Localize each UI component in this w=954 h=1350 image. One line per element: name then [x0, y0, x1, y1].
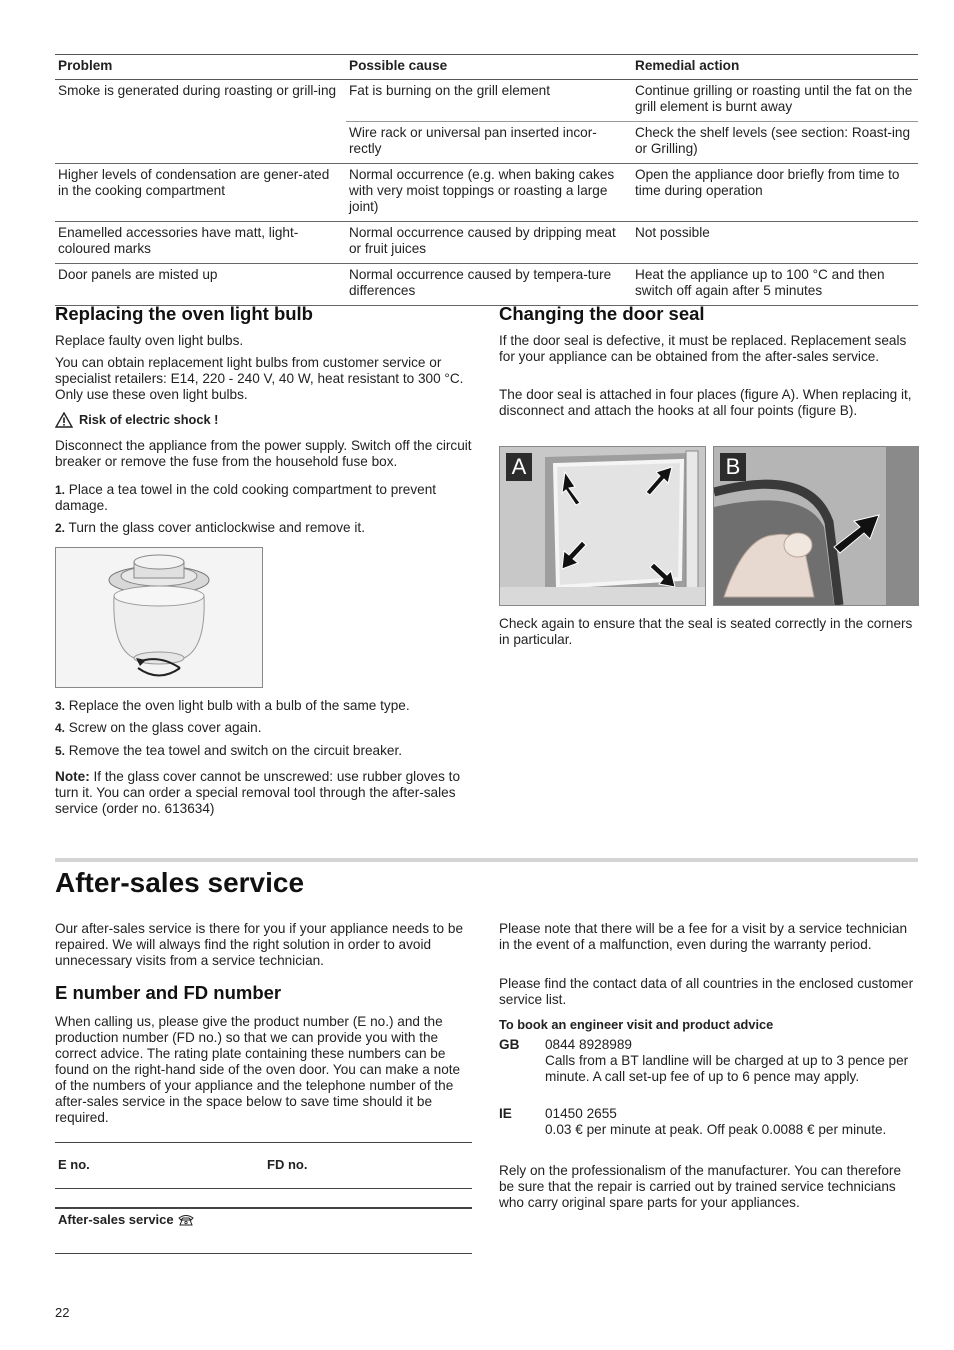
phone-number: 01450 2655	[545, 1106, 617, 1121]
figure-a-label: A	[506, 453, 532, 481]
cell-action: Open the appliance door briefly from time to time during operation	[632, 164, 918, 222]
step-text: Place a tea towel in the cold cooking compartment to prevent damage.	[55, 482, 437, 513]
phone-number: 0844 8928989	[545, 1037, 632, 1052]
table-row	[55, 222, 918, 264]
glass-cover-image	[56, 548, 262, 687]
seal-attachment: The door seal is attached in four places (figure A). When replacing it, disconnect and attach the hooks at all four points (figure B).	[499, 387, 912, 418]
enumber-section-title: E number and FD number	[55, 982, 282, 1003]
contact-gb	[499, 1037, 917, 1085]
bulb-intro: Replace faulty oven light bulbs.	[55, 333, 244, 348]
form-line	[55, 1253, 472, 1254]
form-line	[55, 1142, 472, 1143]
step-item	[55, 743, 473, 759]
step-number: 2.	[55, 521, 66, 535]
cell-cause: Wire rack or universal pan inserted incor-rectly	[346, 122, 632, 164]
warning-title: Risk of electric shock !	[79, 412, 219, 427]
column-header-cause: Possible cause	[346, 55, 632, 80]
step-number: 4.	[55, 721, 66, 735]
enumber-text: When calling us, please give the product number (E no.) and the production number (FD no.) so that we can provide you with the correct advice. The rating plate containing these numbers can be found on the right-hand side of the oven door. You can make a note of the numbers of your appliance and the telephone number of the after-sales service in the space below to save time should it be required.	[55, 1014, 461, 1125]
cell-cause: Normal occurrence caused by tempera-ture differences	[346, 264, 632, 306]
fd-number-label: FD no.	[267, 1157, 308, 1172]
step-number: 1.	[55, 483, 66, 497]
contact-ie	[499, 1106, 917, 1138]
service-phone-field	[58, 1212, 194, 1228]
country-code: IE	[499, 1106, 512, 1121]
table-row	[55, 80, 918, 122]
country-code: GB	[499, 1037, 520, 1052]
booking-title: To book an engineer visit and product advice	[499, 1017, 774, 1032]
figure-b-label: B	[720, 453, 746, 481]
closing-text: Rely on the professionalism of the manufacturer. You can therefore be sure that the repair is carried out by trained service technicians who carry original spare parts for your appliances.	[499, 1163, 902, 1210]
e-number-label: E no.	[58, 1157, 90, 1172]
warning-triangle-icon	[55, 412, 73, 428]
seal-section-title: Changing the door seal	[499, 303, 705, 324]
cell-problem: Door panels are misted up	[55, 264, 346, 306]
note-paragraph	[55, 769, 473, 817]
figure-a	[499, 446, 706, 606]
fee-text: Please note that there will be a fee for a visit by a service technician in the event of a malfunction, even during the warranty period.	[499, 921, 908, 952]
step-text: Replace the oven light bulb with a bulb of the same type.	[68, 698, 410, 713]
cell-action: Heat the appliance up to 100 °C and then switch off again after 5 minutes	[632, 264, 918, 306]
call-charges: 0.03 € per minute at peak. Off peak 0.0088 € per minute.	[545, 1122, 887, 1137]
figure-b	[713, 446, 919, 606]
bulb-section-title: Replacing the oven light bulb	[55, 303, 313, 324]
step-item	[55, 698, 473, 714]
step-item	[55, 520, 473, 536]
form-line	[55, 1207, 472, 1209]
step-item	[55, 720, 473, 736]
telephone-icon	[178, 1214, 194, 1226]
bulb-cover-illustration	[55, 547, 263, 688]
table-row	[55, 264, 918, 306]
warning-heading	[55, 412, 218, 428]
seal-intro: If the door seal is defective, it must be replaced. Replacement seals for your appliance can be obtained from the after-sales service.	[499, 333, 907, 364]
cell-cause: Normal occurrence (e.g. when baking cakes with very moist toppings or roasting a large joint)	[346, 164, 632, 222]
table-row	[55, 164, 918, 222]
section-divider	[55, 858, 918, 862]
step-number: 3.	[55, 699, 66, 713]
warning-text: Disconnect the appliance from the power supply. Switch off the circuit breaker or remove the fuse from the household fuse box.	[55, 438, 472, 469]
step-text: Remove the tea towel and switch on the circuit breaker.	[68, 743, 403, 758]
call-charges: Calls from a BT landline will be charged at up to 3 pence per minute. A call set-up fee of up to 6 pence may apply.	[545, 1053, 909, 1084]
after-sales-intro: Our after-sales service is there for you if your appliance needs to be repaired. We will always find the right solution in order to avoid unnecessary visits from a service technician.	[55, 921, 464, 968]
troubleshooting-table	[55, 54, 918, 306]
cell-action: Continue grilling or roasting until the fat on the grill element is burnt away	[632, 80, 918, 122]
step-item	[55, 482, 473, 514]
form-line	[55, 1188, 472, 1189]
cell-cause: Fat is burning on the grill element	[346, 80, 632, 122]
step-text: Turn the glass cover anticlockwise and remove it.	[68, 520, 365, 535]
step-number: 5.	[55, 744, 66, 758]
contact-list-text: Please find the contact data of all countries in the enclosed customer service list.	[499, 976, 914, 1007]
table-header-row	[55, 55, 918, 80]
seal-check-text: Check again to ensure that the seal is seated correctly in the corners in particular.	[499, 616, 913, 647]
step-text: Screw on the glass cover again.	[68, 720, 262, 735]
note-label: Note:	[55, 769, 90, 784]
cell-problem: Enamelled accessories have matt, light-coloured marks	[55, 222, 346, 264]
bulb-specs: You can obtain replacement light bulbs from customer service or specialist retailers: E14, 220 - 240 V, 40 W, heat resistant to 300 °C. Only use these oven light bulbs.	[55, 355, 464, 402]
service-phone-label: After-sales service	[58, 1212, 174, 1227]
cell-cause: Normal occurrence caused by dripping meat or fruit juices	[346, 222, 632, 264]
column-header-action: Remedial action	[632, 55, 918, 80]
cell-problem: Higher levels of condensation are gener-ated in the cooking compartment	[55, 164, 346, 222]
note-text: If the glass cover cannot be unscrewed: use rubber gloves to turn it. You can order a special removal tool through the after-sales service (order no. 613634)	[55, 769, 461, 816]
cell-problem: Smoke is generated during roasting or grill-ing	[55, 80, 346, 164]
page-number: 22	[55, 1305, 70, 1320]
column-header-problem: Problem	[55, 55, 346, 80]
cell-action: Not possible	[632, 222, 918, 264]
after-sales-title: After-sales service	[55, 867, 305, 898]
cell-action: Check the shelf levels (see section: Roast-ing or Grilling)	[632, 122, 918, 164]
